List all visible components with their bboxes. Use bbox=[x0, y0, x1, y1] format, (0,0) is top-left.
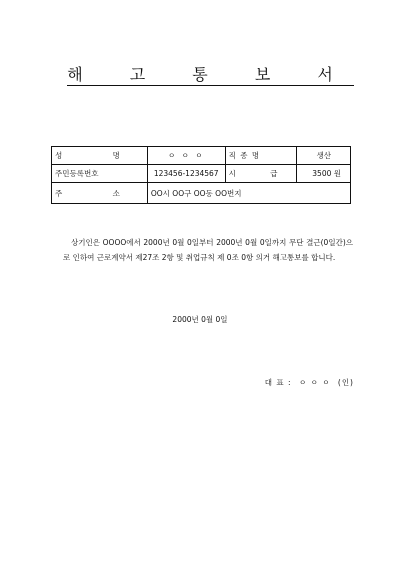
representative-name: ㅇ ㅇ ㅇ bbox=[298, 378, 331, 387]
representative-signature bbox=[261, 377, 354, 388]
id-label-cell bbox=[52, 165, 148, 183]
representative-label: 대 표 : bbox=[264, 378, 292, 387]
table-row bbox=[52, 165, 351, 183]
name-label-cell bbox=[52, 147, 148, 165]
job-label-cell bbox=[225, 147, 297, 165]
address-label: 주 소 bbox=[55, 188, 144, 198]
id-value: 123456-1234567 bbox=[153, 169, 219, 178]
id-value-cell bbox=[147, 165, 225, 183]
wage-label: 시 급 bbox=[228, 169, 294, 178]
wage-value-cell bbox=[297, 165, 351, 183]
wage-value: 3500 원 bbox=[312, 169, 341, 178]
representative-seal: (인) bbox=[337, 378, 354, 387]
name-label: 성 명 bbox=[55, 151, 144, 160]
notice-body bbox=[63, 235, 353, 265]
document-title-text: 해 고 통 보 서 bbox=[67, 65, 354, 84]
address-label-cell bbox=[52, 183, 148, 204]
address-value-cell bbox=[147, 183, 350, 204]
table-row bbox=[52, 147, 351, 165]
document-title bbox=[0, 62, 400, 85]
id-label: 주민등록번호 bbox=[55, 169, 99, 178]
table-row bbox=[52, 183, 351, 204]
job-label: 직 종 명 bbox=[228, 151, 261, 160]
employee-info-table bbox=[51, 146, 351, 204]
name-value: ㅇ ㅇ ㅇ bbox=[167, 151, 205, 160]
name-value-cell bbox=[147, 147, 225, 165]
address-value: OO시 OO구 OO동 OO번지 bbox=[150, 188, 242, 198]
job-value-cell bbox=[297, 147, 351, 165]
issue-date: 2000년 0월 0일 bbox=[172, 315, 228, 324]
wage-label-cell bbox=[225, 165, 297, 183]
notice-paragraph: 상기인은 OOOO에서 2000년 0월 0일부터 2000년 0월 0일까지 무단 결근(0일간)으로 인하여 근로계약서 제27조 2항 및 취업규칙 제 0조 0항 의거 해고통보를 합니다. bbox=[63, 238, 353, 262]
job-value: 생산 bbox=[316, 151, 331, 160]
